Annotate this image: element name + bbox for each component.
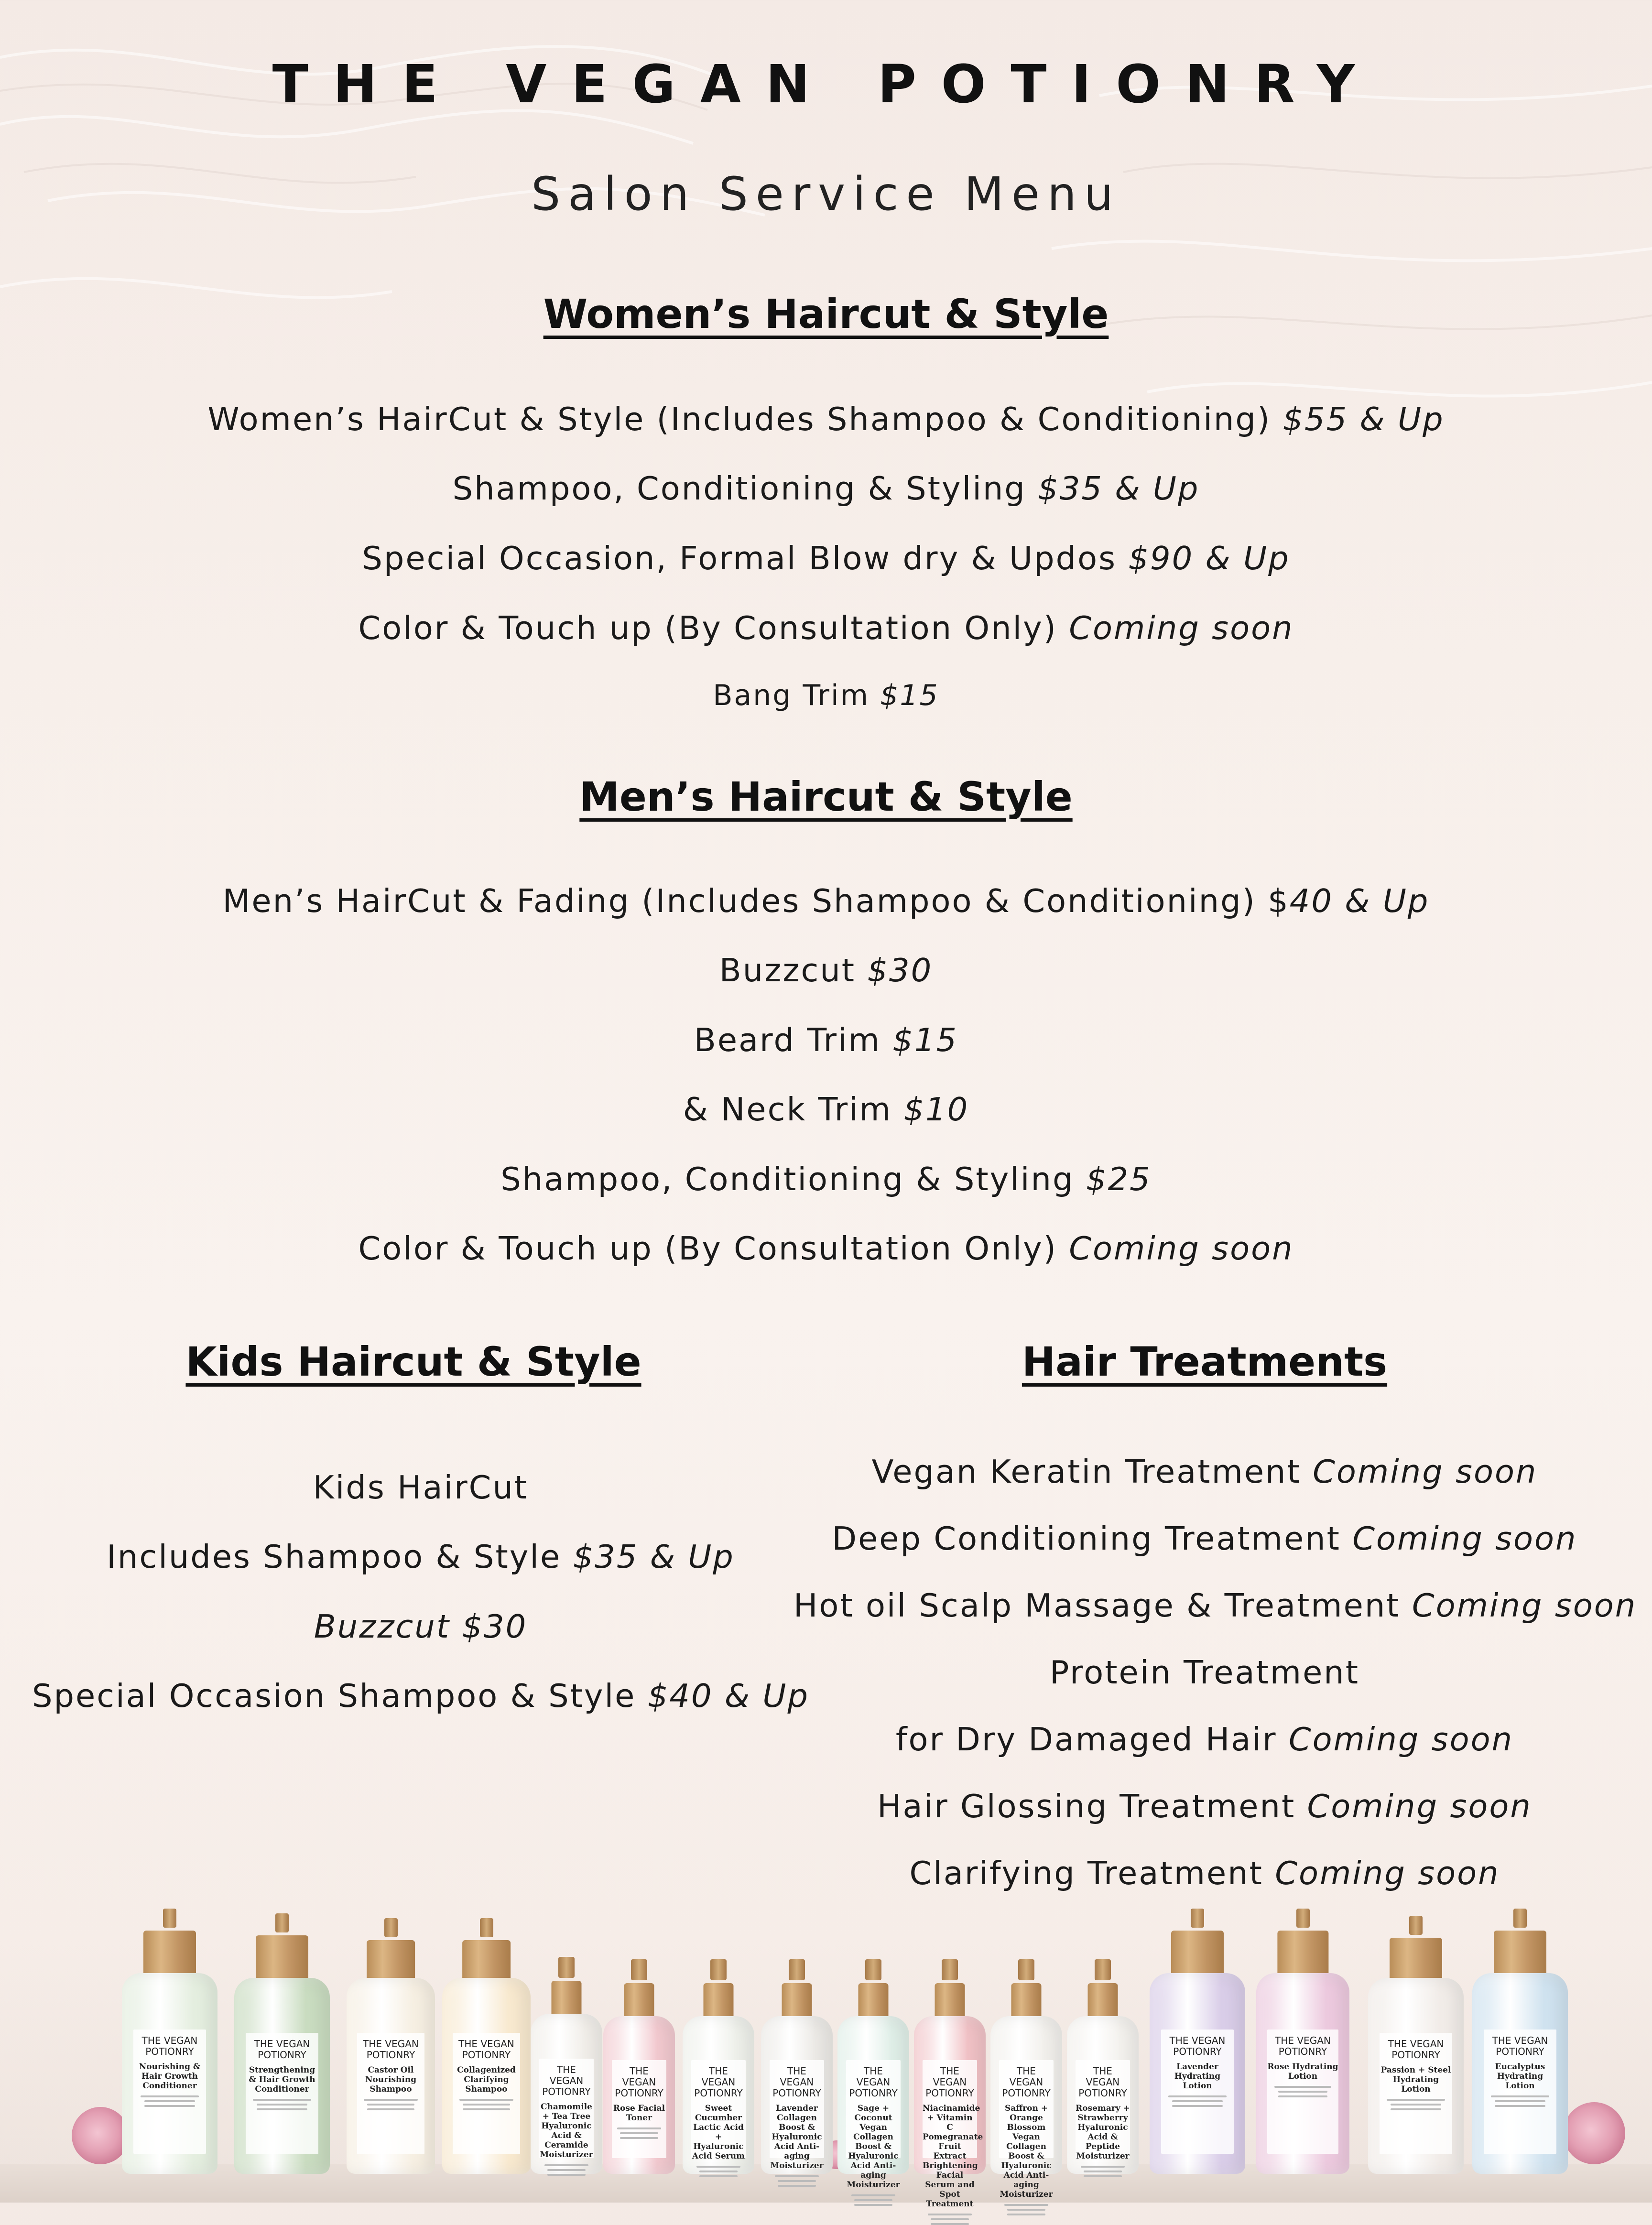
label-fine-print	[1491, 2095, 1549, 2097]
label-fine-print	[141, 2095, 199, 2097]
label-fine-print	[544, 2164, 588, 2166]
bottle-label	[539, 2059, 594, 2158]
bottle-pump	[789, 1959, 805, 1980]
bottle-pump	[275, 1913, 289, 1932]
label-fine-print	[1084, 2175, 1122, 2177]
bottle-pump	[631, 1959, 647, 1980]
label-fine-print	[364, 2099, 417, 2101]
label-fine-print	[1084, 2171, 1122, 2172]
label-fine-print	[617, 2127, 661, 2129]
label-fine-print	[1391, 2108, 1441, 2110]
label-fine-print	[1278, 2095, 1328, 2097]
label-fine-print	[463, 2108, 510, 2110]
treatment-item: Deep Conditioning Treatment Coming soon	[832, 1520, 1577, 1557]
label-product-name: Rosemary + Strawberry Hyaluronic Acid & Peptide Moisturizer	[1076, 2104, 1130, 2161]
product-bottle	[122, 1909, 217, 2174]
bottle-label	[1161, 2030, 1234, 2154]
product-bottle	[1256, 1909, 1349, 2174]
label-brand: THE VEGAN POTIONRY	[458, 2038, 514, 2061]
label-brand: THE VEGAN POTIONRY	[925, 2065, 974, 2099]
label-fine-print	[1004, 2204, 1048, 2206]
treatment-item: Vegan Keratin Treatment Coming soon	[871, 1453, 1538, 1490]
label-fine-print	[620, 2132, 658, 2134]
bottle-label	[770, 2060, 824, 2171]
label-fine-print	[854, 2204, 892, 2206]
label-fine-print	[775, 2175, 818, 2177]
product-bottle	[347, 1918, 435, 2174]
bottle-label	[357, 2033, 424, 2154]
bamboo-cap	[462, 1940, 511, 1981]
label-brand: THE VEGAN POTIONRY	[1078, 2065, 1127, 2099]
label-fine-print	[144, 2105, 195, 2107]
product-bottle	[837, 1961, 909, 2190]
label-brand: THE VEGAN POTIONRY	[141, 2034, 198, 2057]
label-fine-print	[547, 2169, 586, 2171]
label-fine-print	[928, 2214, 971, 2215]
bottle-pump	[865, 1959, 881, 1980]
bamboo-cap	[1494, 1931, 1546, 1976]
label-brand: THE VEGAN POTIONRY	[1388, 2038, 1444, 2061]
bamboo-cap	[935, 1983, 965, 2019]
bamboo-cap	[1390, 1938, 1442, 1981]
label-fine-print	[1387, 2099, 1445, 2101]
women-item: Women’s HairCut & Style (Includes Shampoo & Conditioning) $55 & Up	[207, 401, 1445, 438]
product-bottle	[442, 1918, 531, 2174]
bottle-pump	[1018, 1959, 1034, 1980]
treatment-item: Hot oil Scalp Massage & Treatment Coming soon	[793, 1587, 1637, 1624]
product-bottle	[234, 1913, 330, 2174]
bottle-label	[846, 2060, 901, 2190]
label-fine-print	[144, 2100, 195, 2102]
label-fine-print	[1274, 2086, 1331, 2088]
bottle-label	[1267, 2030, 1338, 2154]
bottle-label	[1380, 2033, 1452, 2154]
bamboo-cap	[1011, 1983, 1042, 2019]
label-product-name: Lavender Collagen Boost & Hyaluronic Acid Anti-aging Moisturizer	[770, 2104, 824, 2171]
bamboo-cap	[782, 1983, 812, 2019]
label-product-name: Sweet Cucumber Lactic Acid + Hyaluronic Acid Serum	[692, 2104, 745, 2161]
treatment-item: Hair Glossing Treatment Coming soon	[877, 1788, 1532, 1825]
label-fine-print	[699, 2171, 738, 2172]
kids-item: Kids HairCut	[313, 1469, 529, 1506]
bottle-pump	[1191, 1909, 1204, 1928]
women-item: Shampoo, Conditioning & Styling $35 & Up	[452, 470, 1200, 507]
bottle-pump	[1513, 1909, 1527, 1928]
label-fine-print	[459, 2099, 513, 2101]
women-item: Color & Touch up (By Consultation Only) Coming soon	[358, 609, 1294, 647]
label-fine-print	[367, 2104, 414, 2106]
rose-flower-left	[72, 2107, 129, 2164]
brand-title: THE VEGAN POTIONRY	[272, 54, 1380, 115]
kids-section-heading: Kids Haircut & Style	[185, 1338, 641, 1385]
product-lineup	[0, 1888, 1652, 2209]
bottle-label	[246, 2033, 318, 2154]
bamboo-cap	[859, 1983, 889, 2019]
bamboo-cap	[256, 1935, 308, 1981]
label-fine-print	[1168, 2095, 1227, 2097]
label-fine-print	[1081, 2166, 1124, 2168]
bamboo-cap	[704, 1983, 734, 2019]
label-product-name: Eucalyptus Hydrating Lotion	[1495, 2062, 1545, 2091]
label-product-name: Saffron + Orange Blossom Vegan Collagen Boost & Hyaluronic Acid Anti-aging Moisturizer	[1000, 2104, 1053, 2200]
label-brand: THE VEGAN POTIONRY	[254, 2038, 310, 2061]
menu-subtitle: Salon Service Menu	[531, 167, 1121, 221]
label-fine-print	[367, 2108, 414, 2110]
label-fine-print	[851, 2194, 895, 2196]
men-item: Men’s HairCut & Fading (Includes Shampoo & Conditioning) $40 & Up	[222, 882, 1430, 920]
treatments-section-heading: Hair Treatments	[1022, 1338, 1388, 1385]
label-fine-print	[1172, 2105, 1223, 2107]
men-item: Color & Touch up (By Consultation Only) Coming soon	[358, 1230, 1294, 1267]
bottle-label	[612, 2060, 666, 2158]
label-fine-print	[931, 2218, 969, 2220]
bottle-label	[1076, 2060, 1130, 2161]
bottle-pump	[1296, 1909, 1310, 1928]
label-product-name: Lavender Hydrating Lotion	[1174, 2062, 1221, 2091]
label-fine-print	[854, 2199, 892, 2201]
men-item: Shampoo, Conditioning & Styling $25	[500, 1161, 1152, 1198]
label-fine-print	[699, 2175, 738, 2177]
label-fine-print	[1172, 2100, 1223, 2102]
kids-item: Includes Shampoo & Style $35 & Up	[107, 1538, 735, 1575]
women-item: Special Occasion, Formal Blow dry & Updos $90 & Up	[362, 540, 1290, 577]
label-product-name: Rose Facial Toner	[613, 2104, 665, 2123]
treatment-item: Protein Treatment	[1049, 1654, 1360, 1691]
bottle-label	[999, 2060, 1054, 2200]
label-product-name: Passion + Steel Hydrating Lotion	[1380, 2065, 1451, 2094]
product-bottle	[761, 1961, 833, 2174]
product-bottle	[1150, 1909, 1245, 2174]
product-bottle	[683, 1961, 754, 2174]
bottle-pump	[480, 1918, 493, 1937]
rose-flower-right	[1563, 2102, 1625, 2164]
bamboo-cap	[552, 1981, 582, 2017]
men-item: & Neck Trim $10	[683, 1091, 969, 1128]
bamboo-cap	[1171, 1931, 1224, 1976]
label-product-name: Sage + Coconut Vegan Collagen Boost & Hyaluronic Acid Anti-aging Moisturizer	[847, 2104, 900, 2190]
bottle-pump	[163, 1909, 176, 1928]
product-bottle	[1368, 1916, 1464, 2174]
label-fine-print	[1007, 2209, 1045, 2211]
label-fine-print	[253, 2099, 311, 2101]
label-product-name: Collagenized Clarifying Shampoo	[457, 2065, 516, 2094]
label-product-name: Castor Oil Nourishing Shampoo	[365, 2065, 417, 2094]
label-fine-print	[547, 2174, 586, 2176]
bottle-label	[1484, 2030, 1556, 2154]
bottle-pump	[1409, 1916, 1423, 1935]
product-bottle	[1067, 1961, 1139, 2174]
bottle-label	[453, 2033, 520, 2154]
label-fine-print	[1007, 2214, 1045, 2215]
label-brand: THE VEGAN POTIONRY	[1275, 2034, 1331, 2057]
label-fine-print	[778, 2185, 816, 2187]
label-brand: THE VEGAN POTIONRY	[849, 2065, 898, 2099]
kids-item: Special Occasion Shampoo & Style $40 & Up	[32, 1677, 809, 1715]
label-brand: THE VEGAN POTIONRY	[1002, 2065, 1051, 2099]
label-fine-print	[931, 2223, 969, 2225]
label-brand: THE VEGAN POTIONRY	[542, 2063, 591, 2097]
bamboo-cap	[624, 1983, 654, 2019]
bamboo-cap	[1277, 1931, 1328, 1976]
bottle-pump	[710, 1959, 727, 1980]
product-bottle	[531, 1959, 602, 2174]
product-bottle	[914, 1961, 986, 2209]
label-fine-print	[257, 2108, 307, 2110]
label-brand: THE VEGAN POTIONRY	[1492, 2034, 1548, 2057]
women-section-heading: Women’s Haircut & Style	[543, 291, 1109, 337]
label-product-name: Niacinamide + Vitamin C Pomegranate Fruit Extract Brightening Facial Serum and Spot Treatment	[923, 2104, 983, 2209]
product-bottle	[990, 1961, 1062, 2200]
bottle-label	[923, 2060, 983, 2209]
label-fine-print	[696, 2166, 740, 2168]
label-brand: THE VEGAN POTIONRY	[694, 2065, 743, 2099]
label-brand: THE VEGAN POTIONRY	[363, 2038, 419, 2061]
men-section-heading: Men’s Haircut & Style	[579, 773, 1073, 820]
women-item: Bang Trim $15	[713, 679, 939, 712]
men-item: Beard Trim $15	[694, 1021, 958, 1059]
label-brand: THE VEGAN POTIONRY	[1169, 2034, 1226, 2057]
bamboo-cap	[143, 1931, 196, 1976]
label-brand: THE VEGAN POTIONRY	[772, 2065, 821, 2099]
label-fine-print	[620, 2137, 658, 2139]
treatment-item: Clarifying Treatment Coming soon	[909, 1855, 1500, 1892]
bottle-pump	[1095, 1959, 1111, 1980]
bamboo-cap	[367, 1940, 415, 1981]
label-product-name: Strengthening & Hair Growth Conditioner	[249, 2065, 315, 2094]
men-item: Buzzcut $30	[719, 952, 933, 989]
product-bottle	[1472, 1909, 1568, 2174]
kids-item: Buzzcut $30	[314, 1608, 528, 1645]
label-brand: THE VEGAN POTIONRY	[615, 2065, 663, 2099]
label-fine-print	[778, 2180, 816, 2182]
label-product-name: Rose Hydrating Lotion	[1267, 2062, 1338, 2081]
label-fine-print	[463, 2104, 510, 2106]
bamboo-cap	[1088, 1983, 1118, 2019]
product-bottle	[603, 1961, 675, 2174]
bottle-pump	[558, 1957, 575, 1978]
label-product-name: Nourishing & Hair Growth Conditioner	[139, 2062, 201, 2091]
bottle-pump	[384, 1918, 398, 1937]
treatment-item: for Dry Damaged Hair Coming soon	[895, 1721, 1514, 1758]
bottle-label	[133, 2030, 206, 2154]
label-fine-print	[1495, 2100, 1545, 2102]
bottle-pump	[942, 1959, 958, 1980]
label-product-name: Chamomile + Tea Tree Hyaluronic Acid & Ceramide Moisturizer	[540, 2102, 593, 2160]
label-fine-print	[1391, 2104, 1441, 2106]
label-fine-print	[1278, 2091, 1328, 2093]
bottle-label	[691, 2060, 746, 2161]
label-fine-print	[1495, 2105, 1545, 2107]
label-fine-print	[257, 2104, 307, 2106]
